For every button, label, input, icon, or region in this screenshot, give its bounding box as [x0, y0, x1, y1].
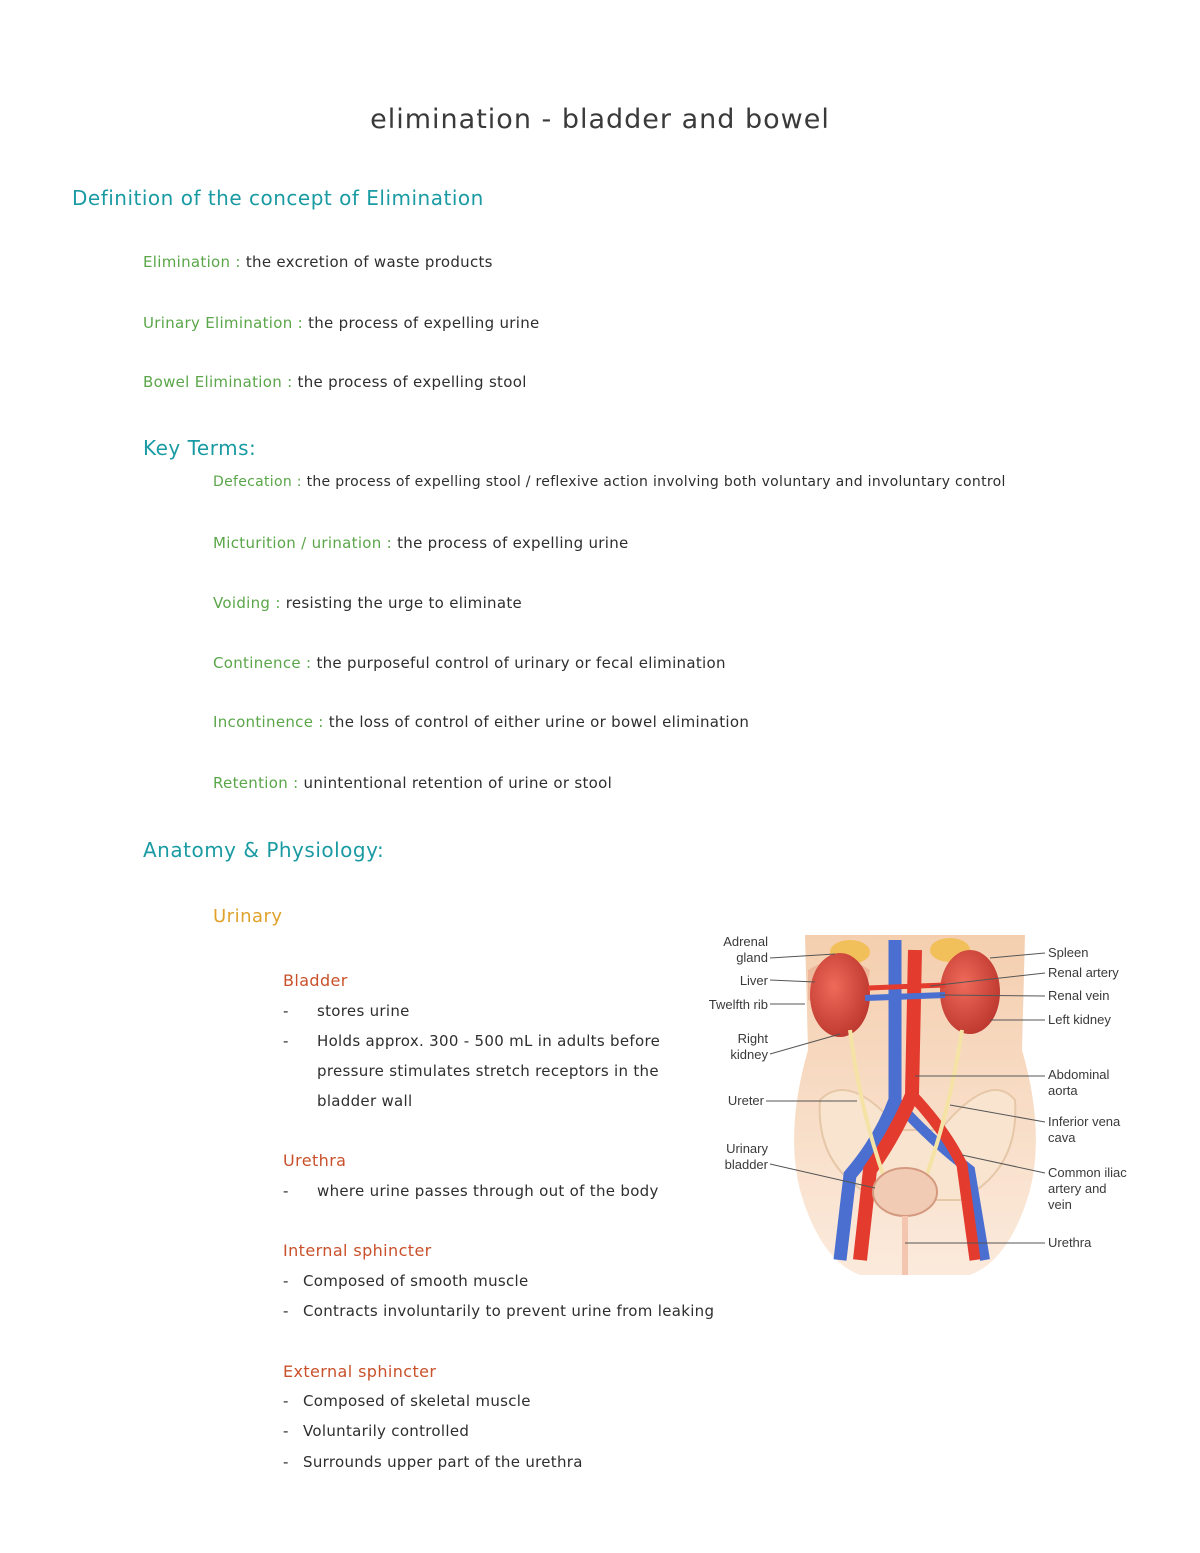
- term-label: Incontinence: [213, 713, 314, 731]
- bullet-text: Composed of smooth muscle: [303, 1272, 529, 1290]
- term-description: the process of expelling stool / reflexive action involving both voluntary and involuntary control: [306, 474, 1006, 490]
- bladder-bullet-continuation: bladder wall: [317, 1092, 413, 1110]
- bullet-dash: -: [283, 1002, 289, 1020]
- term-label: Voiding: [213, 594, 271, 612]
- term-description: the excretion of waste products: [245, 253, 493, 271]
- internal-sphincter-bullet: [283, 1272, 529, 1290]
- bullet-text: Composed of skeletal muscle: [303, 1392, 531, 1410]
- key-term-micturition: [213, 534, 629, 552]
- external-sphincter-bullet: [283, 1392, 531, 1410]
- bladder-heading: Bladder: [283, 971, 348, 990]
- key-term-defecation: [213, 474, 1006, 490]
- bullet-dash: -: [283, 1272, 289, 1290]
- key-term-incontinence: [213, 713, 749, 731]
- label-urethra: Urethra: [1048, 1235, 1092, 1250]
- label-adrenal-gland: Adrenal gland: [723, 934, 768, 965]
- bullet-text: Voluntarily controlled: [303, 1422, 470, 1440]
- urethra-bullet: [283, 1182, 659, 1200]
- external-sphincter-heading: External sphincter: [283, 1362, 437, 1381]
- bullet-dash: -: [283, 1182, 289, 1200]
- key-term-retention: [213, 774, 612, 792]
- bladder-bullet: [283, 1002, 410, 1020]
- urethra-heading: Urethra: [283, 1151, 347, 1170]
- bullet-dash: -: [283, 1302, 289, 1320]
- label-spleen: Spleen: [1048, 945, 1089, 960]
- definition-item-urinary: [143, 314, 540, 332]
- label-liver: Liver: [739, 973, 768, 988]
- label-left-kidney: Left kidney: [1048, 1012, 1111, 1027]
- right-kidney: [810, 953, 870, 1037]
- bullet-dash: -: [283, 1453, 289, 1471]
- urinary-subheading: Urinary: [213, 906, 283, 927]
- anatomy-heading: Anatomy & Physiology:: [143, 838, 385, 862]
- left-kidney: [940, 950, 1000, 1034]
- term-description: the process of expelling stool: [297, 373, 527, 391]
- bullet-dash: -: [283, 1392, 289, 1410]
- term-description: unintentional retention of urine or stool: [303, 774, 613, 792]
- page-title: elimination - bladder and bowel: [370, 104, 830, 135]
- urinary-bladder: [873, 1168, 937, 1216]
- term-label: Retention: [213, 774, 289, 792]
- definition-item-bowel: [143, 373, 527, 391]
- term-separator: :: [313, 713, 329, 731]
- key-term-voiding: [213, 594, 522, 612]
- label-urinary-bladder: Urinary bladder: [724, 1141, 768, 1172]
- term-separator: :: [230, 253, 246, 271]
- external-sphincter-bullet: [283, 1422, 469, 1440]
- key-term-continence: [213, 654, 726, 672]
- term-description: the process of expelling urine: [397, 534, 629, 552]
- external-sphincter-bullet: [283, 1453, 583, 1471]
- internal-sphincter-heading: Internal sphincter: [283, 1241, 432, 1260]
- bullet-dash: -: [283, 1032, 289, 1050]
- bullet-text: Holds approx. 300 - 500 mL in adults before: [317, 1032, 661, 1050]
- term-separator: :: [292, 474, 307, 490]
- term-description: the process of expelling urine: [308, 314, 540, 332]
- renal-vein: [865, 995, 945, 998]
- term-label: Elimination: [143, 253, 231, 271]
- term-separator: :: [270, 594, 286, 612]
- internal-sphincter-bullet: [283, 1302, 714, 1320]
- bullet-text: where urine passes through out of the body: [317, 1182, 659, 1200]
- term-label: Urinary Elimination: [143, 314, 293, 332]
- term-label: Defecation: [213, 474, 293, 490]
- term-label: Continence: [213, 654, 301, 672]
- bullet-dash: -: [283, 1422, 289, 1440]
- label-right-kidney: Right kidney: [730, 1031, 768, 1062]
- term-separator: :: [381, 534, 398, 552]
- renal-artery: [868, 985, 945, 988]
- bullet-text: Surrounds upper part of the urethra: [303, 1453, 583, 1471]
- term-description: resisting the urge to eliminate: [285, 594, 523, 612]
- definition-item-elimination: [143, 253, 493, 271]
- term-description: the purposeful control of urinary or fecal elimination: [316, 654, 726, 672]
- label-renal-vein: Renal vein: [1048, 988, 1110, 1003]
- bullet-text: Contracts involuntarily to prevent urine from leaking: [303, 1302, 715, 1320]
- label-abdominal-aorta: Abdominal aorta: [1048, 1067, 1110, 1098]
- term-separator: :: [288, 774, 304, 792]
- label-twelfth-rib: Twelfth rib: [708, 997, 768, 1012]
- definition-heading: Definition of the concept of Elimination: [72, 186, 484, 210]
- term-separator: :: [282, 373, 298, 391]
- key-terms-heading: Key Terms:: [143, 436, 257, 460]
- label-inferior-vena-cava: Inferior vena cava: [1048, 1114, 1121, 1145]
- label-renal-artery: Renal artery: [1048, 965, 1119, 980]
- label-common-iliac: Common iliac artery and vein: [1048, 1165, 1127, 1212]
- term-separator: :: [300, 654, 317, 672]
- bullet-text: stores urine: [317, 1002, 410, 1020]
- term-label: Micturition / urination: [213, 534, 382, 552]
- term-description: the loss of control of either urine or bowel elimination: [328, 713, 750, 731]
- term-label: Bowel Elimination: [143, 373, 283, 391]
- bladder-bullet-continuation: pressure stimulates stretch receptors in the: [317, 1062, 659, 1080]
- term-separator: :: [292, 314, 309, 332]
- urinary-anatomy-figure: [700, 930, 1140, 1275]
- label-ureter: Ureter: [727, 1093, 764, 1108]
- bladder-bullet: [283, 1032, 660, 1050]
